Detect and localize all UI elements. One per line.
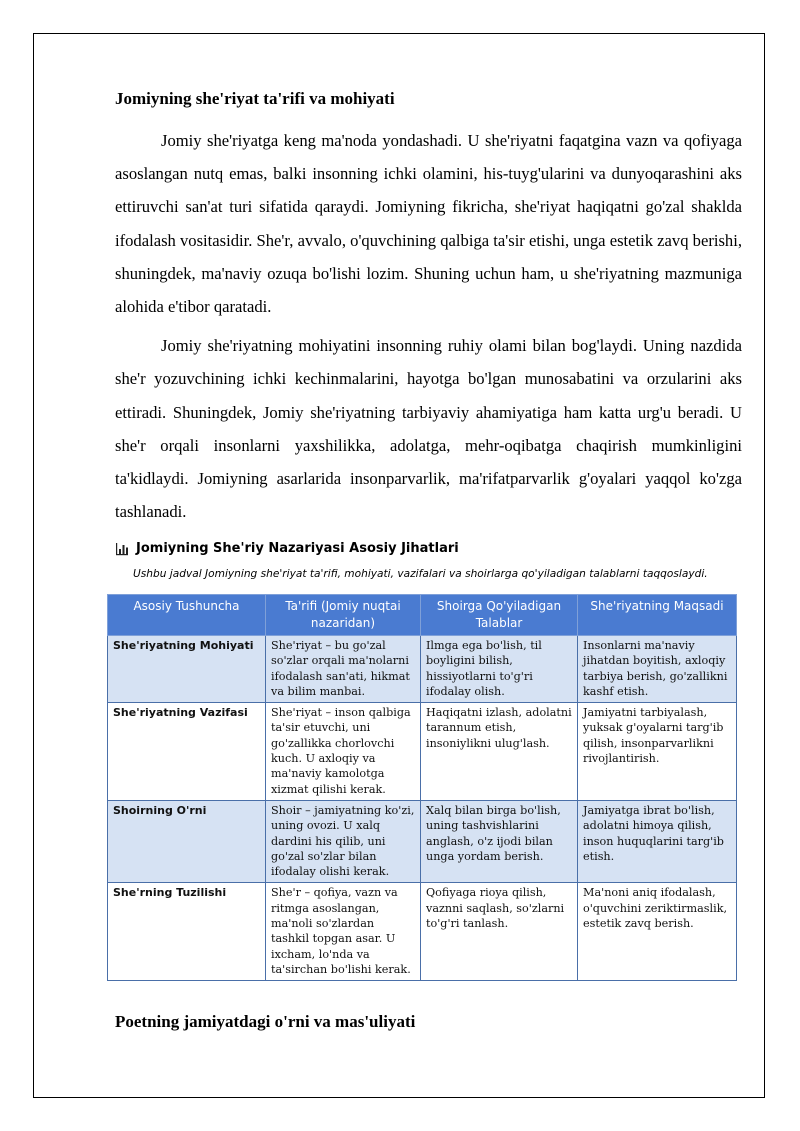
- paragraph-1: Jomiy she'riyatga keng ma'noda yondashadi. U she'riyatni faqatgina vazn va qofiyaga asoslangan nutq emas, balki insonning ichki olamini, his-tuyg'ularini va dunyoqarashini aks ettiruvchi san'at turi sifatida qaraydi. Jomiyning fikricha, she'riyat haqiqatni go'zal shaklda ifodalash vositasidir. She'r, avvalo, o'quvchining qalbiga ta'sir etishi, unga estetik zavq berishi, shuningdek, ma'naviy ozuqa bo'lishi lozim. Shuning uchun ham, u she'riyatning mazmuniga alohida e'tibor qaratadi.: [115, 131, 742, 317]
- table-cell: She'riyat – bu go'zal so'zlar orqali ma'nolarni ifodalash san'ati, hikmat va bilim manbai.: [266, 636, 421, 703]
- bar-chart-icon: [115, 542, 129, 556]
- comparison-table: [107, 594, 737, 981]
- table-row: [108, 883, 737, 981]
- table-cell: Ma'noni aniq ifodalash, o'quvchini zeriktirmaslik, estetik zavq berish.: [578, 883, 737, 981]
- table-cell: Qofiyaga rioya qilish, vaznni saqlash, so'zlarni to'g'ri tanlash.: [421, 883, 578, 981]
- table-cell: Haqiqatni izlash, adolatni tarannum etish, insoniylikni ulug'lash.: [421, 703, 578, 801]
- column-header: Ta'rifi (Jomiy nuqtai nazaridan): [266, 595, 421, 636]
- table-cell: Insonlarni ma'naviy jihatdan boyitish, axloqiy tarbiya berish, go'zallikni kashf etish.: [578, 636, 737, 703]
- table-row: [108, 800, 737, 882]
- row-header: She'riyatning Vazifasi: [108, 703, 266, 801]
- table-caption: Ushbu jadval Jomiyning she'riyat ta'rifi, mohiyati, vazifalari va shoirlarga qo'yiladigan talablarni taqqoslaydi.: [133, 568, 708, 580]
- table-cell: Jamiyatni tarbiyalash, yuksak g'oyalarni targ'ib qilish, insonparvarlikni rivojlantirish.: [578, 703, 737, 801]
- table-cell: Ilmga ega bo'lish, til boyligini bilish, hissiyotlarni to'g'ri ifodalay olish.: [421, 636, 578, 703]
- row-header: She'riyatning Mohiyati: [108, 636, 266, 703]
- column-header: Shoirga Qo'yiladigan Talablar: [421, 595, 578, 636]
- table-title-row: [115, 541, 459, 556]
- table-cell: She'r – qofiya, vazn va ritmga asoslangan, ma'noli so'zlardan tashkil topgan asar. U ixcham, lo'nda va ta'sirchan bo'lishi kerak.: [266, 883, 421, 981]
- table-cell: Shoir – jamiyatning ko'zi, uning ovozi. U xalq dardini his qilib, uni go'zal so'zlar bilan ifodalay olishi kerak.: [266, 800, 421, 882]
- table-row: [108, 703, 737, 801]
- table-row: [108, 636, 737, 703]
- section-heading-definition: Jomiyning she'riyat ta'rifi va mohiyati: [115, 89, 395, 108]
- row-header: Shoirning O'rni: [108, 800, 266, 882]
- table-header-row: [108, 595, 737, 636]
- table-title: Jomiyning She'riy Nazariyasi Asosiy Jihatlari: [136, 541, 459, 556]
- section-body: [115, 124, 742, 528]
- section-heading-poet-role: Poetning jamiyatdagi o'rni va mas'uliyati: [115, 1012, 416, 1031]
- column-header: Asosiy Tushuncha: [108, 595, 266, 636]
- row-header: She'rning Tuzilishi: [108, 883, 266, 981]
- table-cell: Xalq bilan birga bo'lish, uning tashvishlarini anglash, o'z ijodi bilan unga yordam berish.: [421, 800, 578, 882]
- column-header: She'riyatning Maqsadi: [578, 595, 737, 636]
- table-cell: She'riyat – inson qalbiga ta'sir etuvchi, uni go'zallikka chorlovchi kuch. U axloqiy va ma'naviy kamolotga xizmat qilishi kerak.: [266, 703, 421, 801]
- paragraph-2: Jomiy she'riyatning mohiyatini insonning ruhiy olami bilan bog'laydi. Uning nazdida she'r yozuvchining ichki kechinmalarini, hayotga bo'lgan munosabatini va orzularini aks ettiradi. Shuningdek, Jomiy she'riyatning tarbiyaviy ahamiyatiga ham katta urg'u beradi. U she'r orqali insonlarni yaxshilikka, adolatga, mehr-oqibatga chaqirish mumkinligini ta'kidlaydi. Jomiyning asarlarida insonparvarlik, ma'rifatparvarlik g'oyalari yaqqol ko'zga tashlanadi.: [115, 336, 742, 522]
- table-cell: Jamiyatga ibrat bo'lish, adolatni himoya qilish, inson huquqlarini targ'ib etish.: [578, 800, 737, 882]
